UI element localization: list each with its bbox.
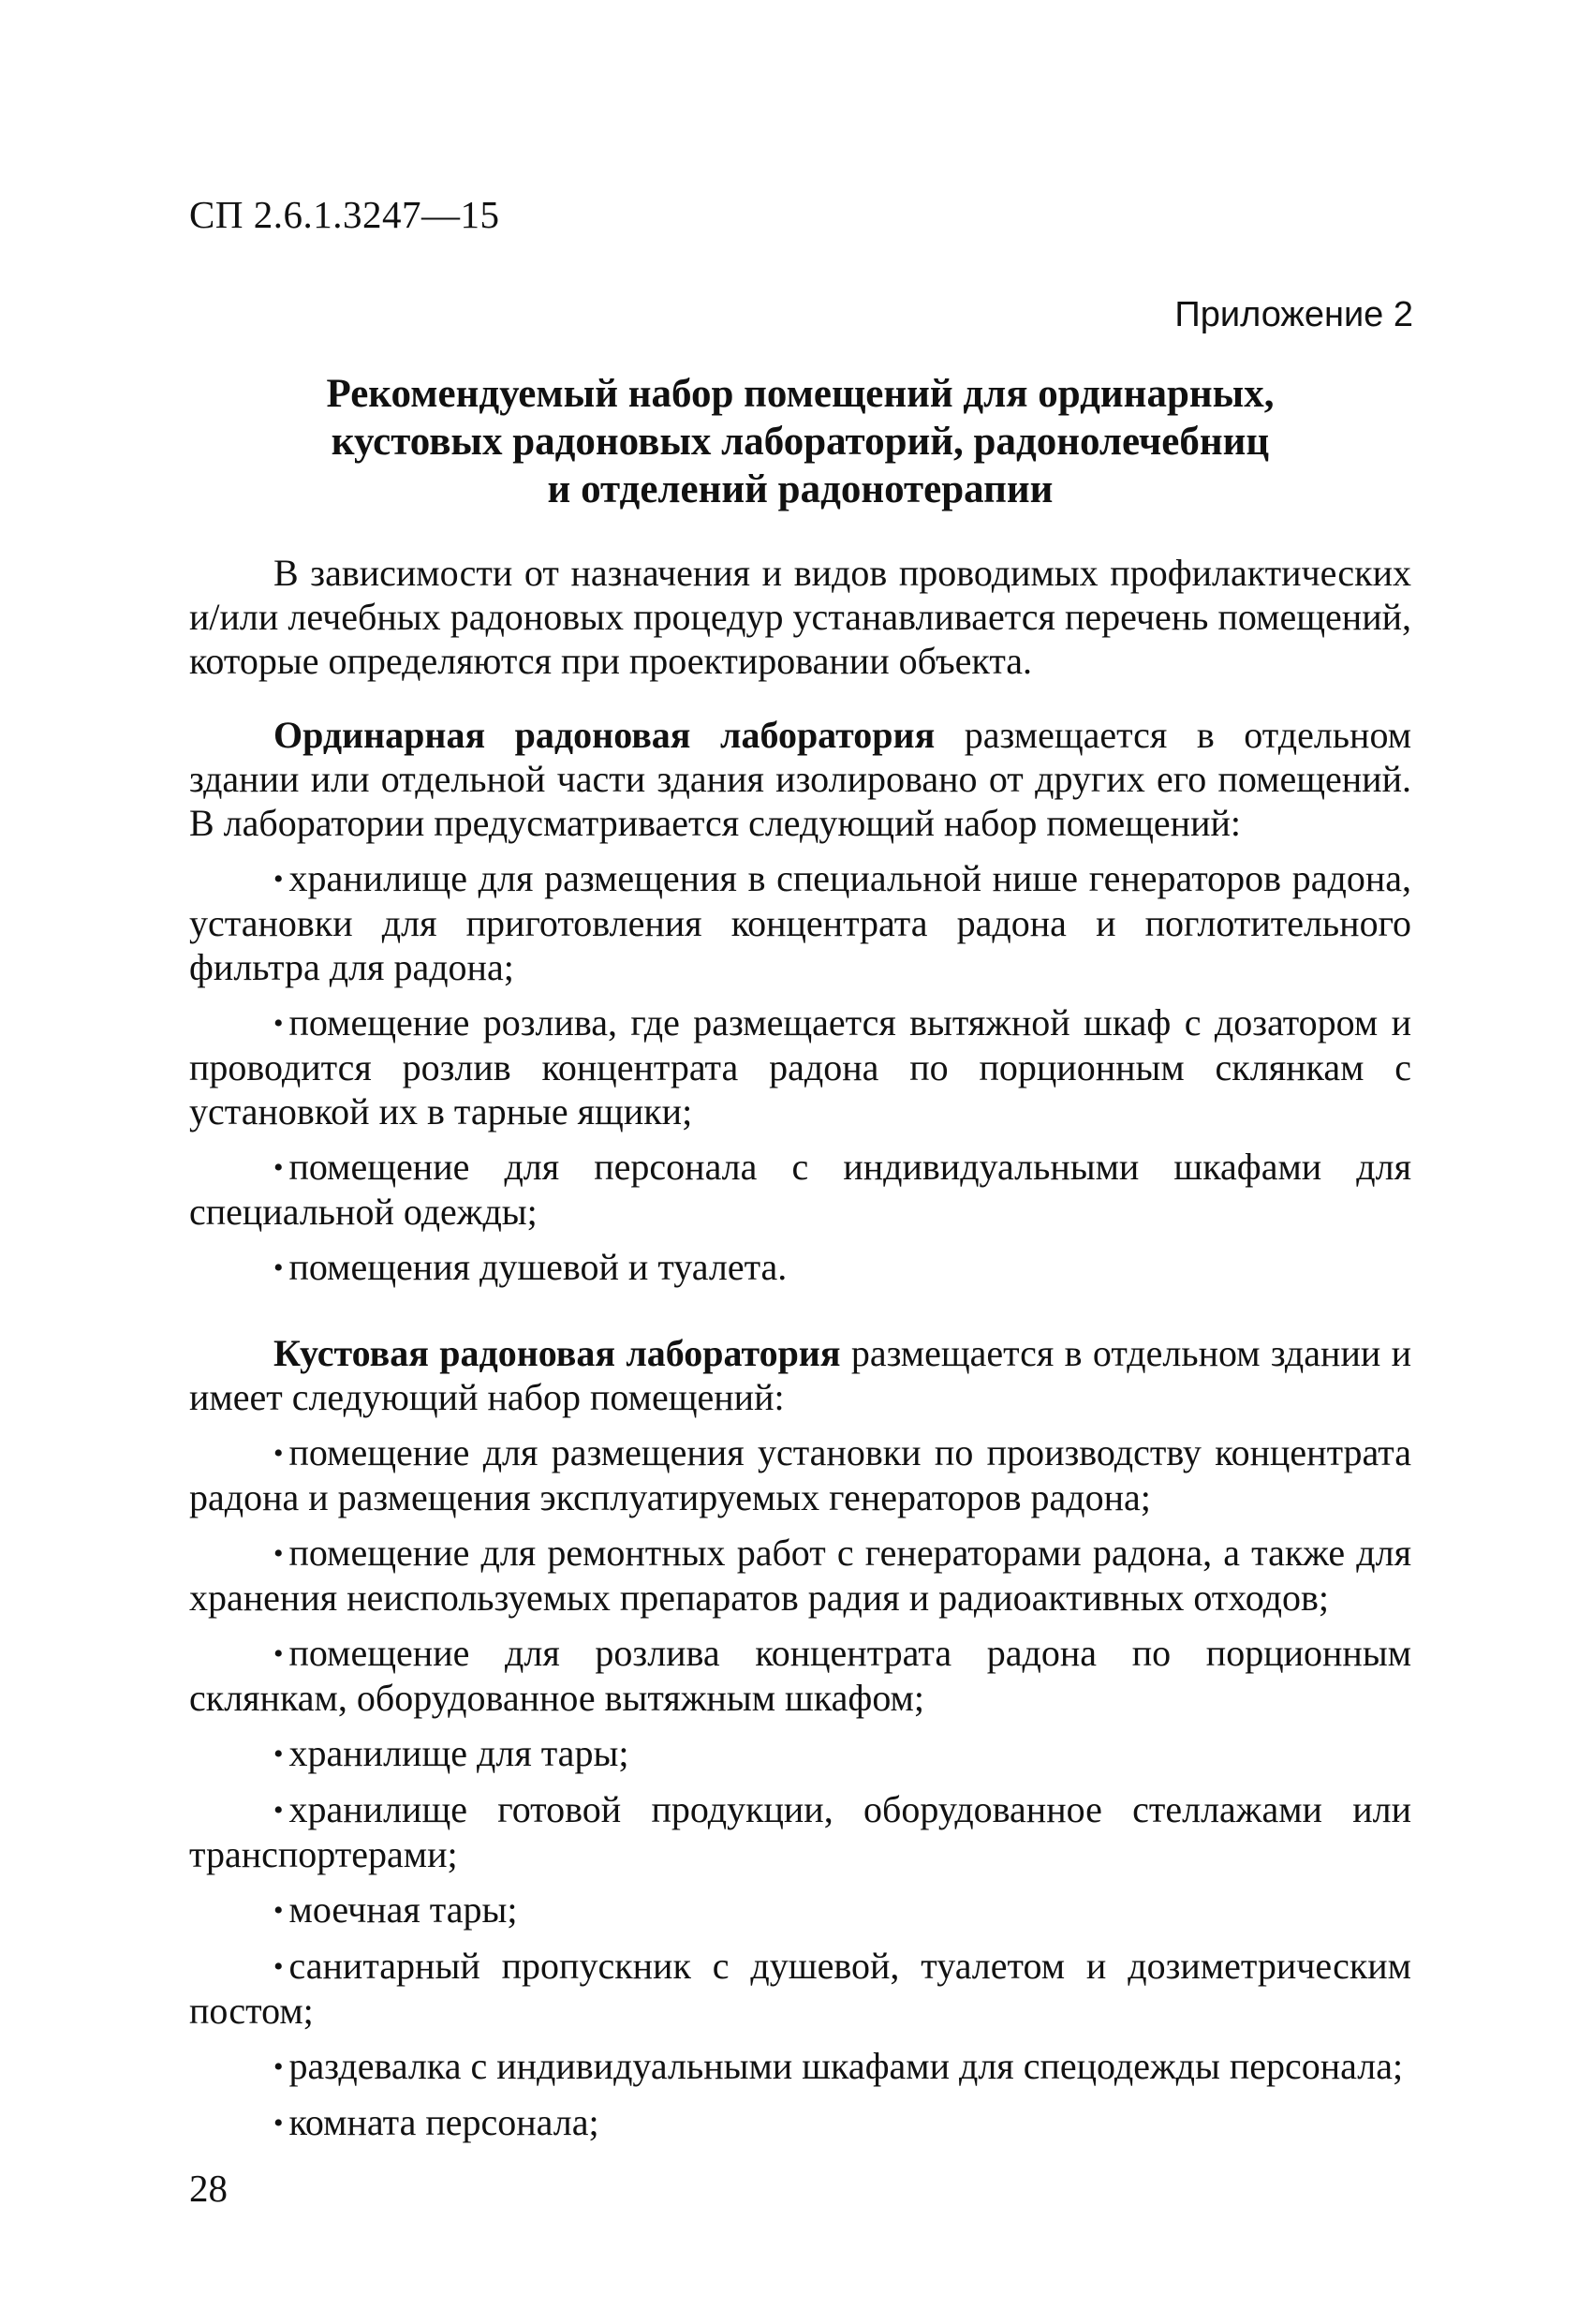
title-line-1: Рекомендуемый набор помещений для ординарных, [326,372,1275,416]
ordinary-lab-term: Ординарная радоновая лаборатория [273,714,936,756]
appendix-label: Приложение 2 [1174,295,1413,334]
bullet-icon: • [273,1252,284,1283]
ordinary-lab-paragraph [189,713,1411,845]
list-item: • хранилище для размещения в специальной нише генераторов радона, установки для приготовления концентрата радона и поглотительного фильтра для радона; [189,857,1411,988]
cluster-lab-text: размещается в отдельном здании и имеет следующий набор помещений: [189,1332,1411,1418]
bullet-icon: • [273,1795,284,1826]
page-number: 28 [189,2167,228,2210]
bullet-icon: • [273,1739,284,1769]
bullet-icon: • [273,2108,284,2139]
ordinary-lab-text: размещается в отдельном здании или отдельной части здания изолировано от других его помещений. В лаборатории предусматривается следующий набор помещений: [189,714,1411,844]
list-item: • помещения душевой и туалета. [273,1246,788,1288]
list-item: • помещение розлива, где размещается вытяжной шкаф с дозатором и проводится розлив концентрата радона по порционным склянкам с установкой их в тарные ящики; [189,1001,1411,1132]
intro-paragraph: В зависимости от назначения и видов проводимых профилактических и/или лечебных радоновых процедур устанавливается перечень помещений, которые определяются при проектировании объекта. [189,552,1411,682]
bullet-icon: • [273,1638,284,1669]
list-item: • раздевалка с индивидуальными шкафами для спецодежды персонала; [273,2045,1404,2087]
list-item: • комната персонала; [273,2101,599,2143]
cluster-lab-paragraph [189,1331,1411,1419]
page-title [189,370,1411,513]
bullet-icon: • [273,1951,284,1982]
title-line-2: кустовых радоновых лабораторий, радонолечебниц [331,420,1270,464]
bullet-icon: • [273,1008,284,1039]
bullet-icon: • [273,2051,284,2082]
bullet-icon: • [273,1438,284,1469]
list-item: • хранилище готовой продукции, оборудованное стеллажами или транспортерами; [189,1788,1411,1875]
bullet-icon: • [273,1152,284,1183]
title-line-3: и отделений радонотерапии [547,467,1054,511]
list-item: • санитарный пропускник с душевой, туалетом и дозиметрическим постом; [189,1945,1411,2032]
bullet-icon: • [273,864,284,895]
document-body [189,551,1411,2145]
bullet-icon: • [273,1895,284,1926]
list-item: • помещение для персонала с индивидуальными шкафами для специальной одежды; [189,1146,1411,1233]
list-item: • помещение для розлива концентрата радона по порционным склянкам, оборудованное вытяжным шкафом; [189,1632,1411,1719]
cluster-lab-list [189,1430,1411,2145]
list-item: • помещение для ремонтных работ с генераторами радона, а также для хранения неиспользуемых препаратов радия и радиоактивных отходов; [189,1532,1411,1619]
list-item: • хранилище для тары; [273,1732,629,1774]
bullet-icon: • [273,1538,284,1569]
list-item: • моечная тары; [273,1888,518,1931]
document-code: СП 2.6.1.3247—15 [189,193,500,236]
list-item: • помещение для размещения установки по производству концентрата радона и размещения эксплуатируемых генераторов радона; [189,1431,1411,1518]
ordinary-lab-list [189,856,1411,1290]
cluster-lab-term: Кустовая радоновая лаборатория [273,1332,841,1374]
